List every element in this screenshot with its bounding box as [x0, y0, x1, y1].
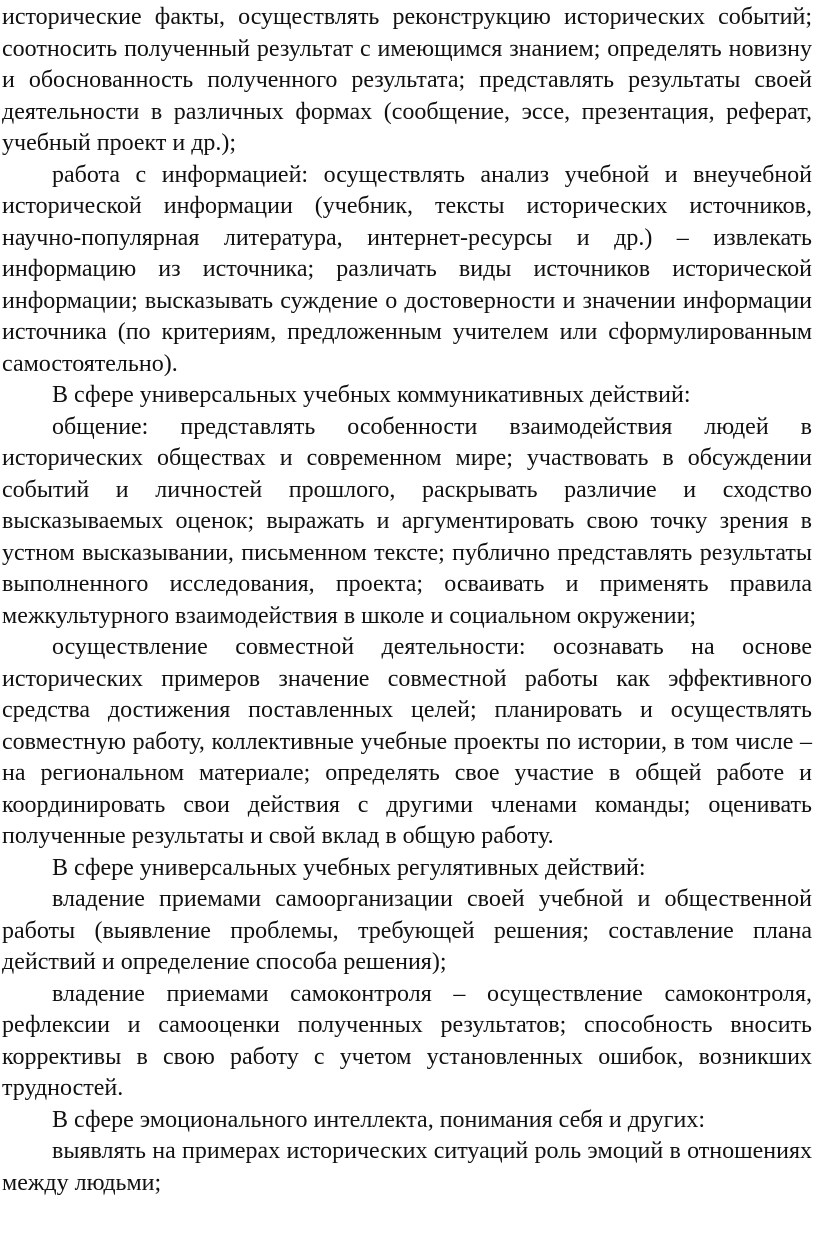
heading-communicative-actions: В сфере универсальных учебных коммуникативных действий:: [52, 382, 691, 408]
heading-regulatory-actions: В сфере универсальных учебных регулятивных действий:: [52, 854, 646, 881]
paragraph-research-skills: исторические факты, осуществлять реконструкцию исторических событий; соотносить полученный результат с имеющимся знанием; определять новизну и обоснованность полученного результата; представлять результаты своей деятельности в различных формах (сообщение, эссе, презентация, реферат, учебный проект и др.);: [2, 4, 812, 156]
paragraph-self-organization: владение приемами самоорганизации своей учебной и общественной работы (выявление проблемы, требующей решения; составление плана действий и определение способа решения);: [2, 886, 812, 975]
paragraph-self-control: владение приемами самоконтроля – осуществление самоконтроля, рефлексии и самооценки полученных результатов; способность вносить коррективы в свою работу с учетом установленных ошибок, возникших трудностей.: [2, 980, 812, 1101]
paragraph-information-work: работа с информацией: осуществлять анализ учебной и внеучебной исторической информации (учебник, тексты исторических источников, научно-популярная литература, интернет-ресурсы и др.) – извлекать информацию из источника; различать виды источников исторической информации; высказывать суждение о достоверности и значении информации источника (по критериям, предложенным учителем или сформулированным самостоятельно).: [2, 161, 812, 377]
paragraph-emotions-role: выявлять на примерах исторических ситуаций роль эмоций в отношениях между людьми;: [2, 1138, 812, 1196]
paragraph-joint-activity: осуществление совместной деятельности: осознавать на основе исторических примеров значение совместной работы как эффективного средства достижения поставленных целей; планировать и осуществлять совместную работу, коллективные учебные проекты по истории, в том числе – на региональном материале; определять свое участие в общей работе и координировать свои действия с другими членами команды; оценивать полученные результаты и свой вклад в общую работу.: [2, 634, 812, 849]
heading-emotional-intelligence: В сфере эмоционального интеллекта, понимания себя и других:: [52, 1106, 705, 1133]
paragraph-communication: общение: представлять особенности взаимодействия людей в исторических обществах и современном мире; участвовать в обсуждении событий и личностей прошлого, раскрывать различие и сходство высказываемых оценок; выражать и аргументировать свою точку зрения в устном высказывании, письменном тексте; публично представлять результаты выполненного исследования, проекта; осваивать и применять правила межкультурного взаимодействия в школе и социальном окружении;: [2, 413, 812, 629]
